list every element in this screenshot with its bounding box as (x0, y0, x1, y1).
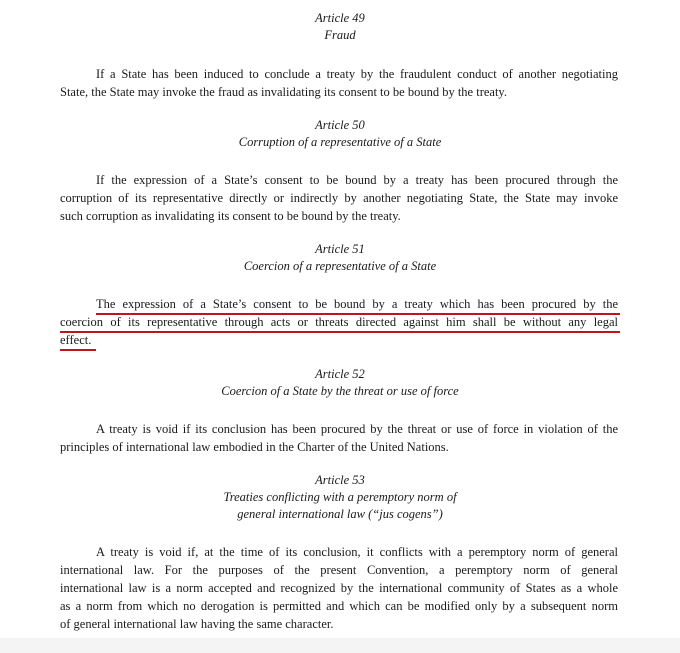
article-50-text (60, 171, 618, 225)
article-51-line-1: The expression of a State’s consent to be bound by a treaty which has been procured by the (96, 297, 618, 311)
red-underline-2 (60, 331, 620, 333)
article-53-title-line-2: general international law (“jus cogens”) (237, 507, 443, 521)
article-50-number: Article 50 (315, 118, 365, 132)
article-51-number: Article 51 (315, 242, 365, 256)
article-49-text (60, 65, 618, 101)
article-53-line-4: as a norm from which no derogation is permitted and which can be modified only by a subsequent norm (60, 599, 618, 613)
article-52-title: Coercion of a State by the threat or use of force (221, 384, 459, 398)
red-underline-1 (96, 313, 620, 315)
article-52-line-2: principles of international law embodied in the Charter of the United Nations. (60, 440, 449, 454)
article-50-title: Corruption of a representative of a State (238, 135, 442, 149)
article-49-number: Article 49 (315, 11, 365, 25)
article-53-text (60, 543, 618, 633)
article-50-line-3: such corruption as invalidating its consent to be bound by the treaty. (60, 209, 401, 223)
article-52-number: Article 52 (315, 367, 365, 381)
red-underline-3 (60, 349, 96, 351)
article-53-line-1: A treaty is void if, at the time of its conclusion, it conflicts with a peremptory norm of general (96, 545, 618, 559)
article-52-text (60, 420, 618, 456)
article-51-line-3: effect. (60, 333, 92, 347)
article-51-text (60, 295, 618, 349)
article-49-title: Fraud (324, 28, 356, 42)
article-53-title (40, 489, 640, 523)
article-49-line-1: If a State has been induced to conclude a treaty by the fraudulent conduct of another negotiating (96, 67, 618, 81)
article-53-line-2: international law. For the purposes of the present Convention, a peremptory norm of general (60, 563, 618, 577)
article-53-number: Article 53 (315, 473, 365, 487)
article-51-line-2: coercion of its representative through acts or threats directed against him shall be without any legal (60, 315, 618, 329)
article-53-line-3: international law is a norm accepted and recognized by the international community of States as a whole (60, 581, 618, 595)
page-bottom-edge (0, 638, 680, 653)
article-50-line-2: corruption of its representative directly or indirectly by another negotiating State, the State may invoke (60, 191, 618, 205)
article-50-line-1: If the expression of a State’s consent to be bound by a treaty has been procured through the (96, 173, 618, 187)
article-53-line-5: of general international law having the same character. (60, 617, 334, 631)
article-49-line-2: State, the State may invoke the fraud as invalidating its consent to be bound by the treaty. (60, 85, 507, 99)
article-53-title-line-1: Treaties conflicting with a peremptory norm of (223, 490, 457, 504)
article-51-title: Coercion of a representative of a State (243, 259, 437, 273)
article-52-line-1: A treaty is void if its conclusion has been procured by the threat or use of force in violation of the (96, 422, 618, 436)
